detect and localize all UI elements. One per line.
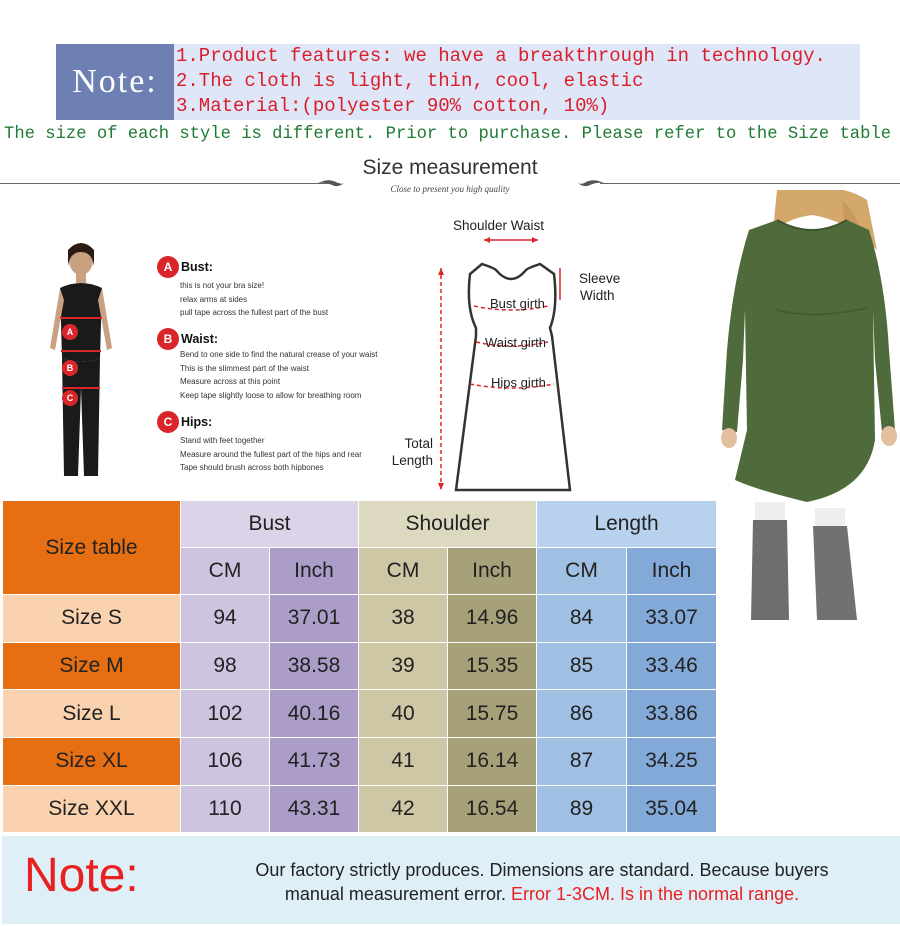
marker-c-on-model: C xyxy=(62,390,78,406)
unit-header: CM xyxy=(359,548,448,595)
sleeve-width-line: Width xyxy=(580,288,615,303)
marker-a: A xyxy=(157,256,179,278)
measurement-subtitle: Close to present you high quality xyxy=(390,184,510,194)
dress-photo xyxy=(717,190,900,620)
bust-title: Bust: xyxy=(181,260,213,274)
waist-instructions xyxy=(180,348,377,402)
bust-line: relax arms at sides xyxy=(180,294,248,304)
size-label: Size S xyxy=(3,595,181,643)
top-note-line-3: 3.Material:(polyester 90% cotton, 10%) xyxy=(176,95,610,117)
table-cell: 14.96 xyxy=(448,595,537,643)
top-note-label: Note: xyxy=(56,44,174,120)
bust-header: Bust xyxy=(181,501,359,548)
hips-instructions xyxy=(180,434,362,475)
waist-title: Waist: xyxy=(181,332,219,346)
size-table-corner: Size table xyxy=(3,501,181,595)
size-table xyxy=(2,500,717,833)
bottom-note-text xyxy=(207,858,877,906)
table-cell: 33.86 xyxy=(627,690,717,738)
sleeve-width-line: Sleeve xyxy=(579,271,621,286)
model-figure xyxy=(46,238,116,478)
top-note-lines xyxy=(174,44,860,120)
size-label: Size M xyxy=(3,642,181,690)
table-cell: 41 xyxy=(359,738,448,786)
marker-c: C xyxy=(157,411,179,433)
table-cell: 37.01 xyxy=(270,595,359,643)
table-cell: 110 xyxy=(181,785,270,833)
table-header-row xyxy=(3,501,717,548)
total-length-line: Total xyxy=(404,436,433,451)
size-label: Size L xyxy=(3,690,181,738)
table-cell: 15.35 xyxy=(448,642,537,690)
size-notice: The size of each style is different. Prior to purchase. Please refer to the Size table xyxy=(4,125,892,144)
total-length-line: Length xyxy=(391,453,433,468)
hips-girth-label: Hips girth xyxy=(491,375,546,390)
table-cell: 42 xyxy=(359,785,448,833)
hips-line: Stand with feet together xyxy=(180,436,265,445)
table-cell: 84 xyxy=(537,595,627,643)
unit-header: CM xyxy=(537,548,627,595)
table-cell: 87 xyxy=(537,738,627,786)
table-cell: 43.31 xyxy=(270,785,359,833)
table-cell: 16.14 xyxy=(448,738,537,786)
waist-line: This is the slimmest part of the waist xyxy=(180,363,309,373)
table-cell: 98 xyxy=(181,642,270,690)
unit-header: CM xyxy=(181,548,270,595)
hips-line: Tape should brush across both hipbones xyxy=(180,463,324,472)
bust-girth-label: Bust girth xyxy=(490,296,545,311)
table-row xyxy=(3,785,717,833)
table-row xyxy=(3,738,717,786)
waist-line: Keep tape slightly loose to allow for breathing room xyxy=(180,390,362,400)
bottom-note-line-2 xyxy=(207,882,877,906)
waist-line: Measure across at this point xyxy=(180,377,281,386)
bust-line: this is not your bra size! xyxy=(180,281,265,290)
unit-header: Inch xyxy=(627,548,717,595)
bottom-note-label: Note: xyxy=(24,849,139,902)
table-cell: 102 xyxy=(181,690,270,738)
waist-line: Bend to one side to find the natural crease of your waist xyxy=(180,350,378,359)
table-cell: 94 xyxy=(181,595,270,643)
table-cell: 85 xyxy=(537,642,627,690)
table-cell: 106 xyxy=(181,738,270,786)
error-range-text: Error 1-3CM. Is in the normal range. xyxy=(511,884,800,904)
hips-line: Measure around the fullest part of the hips and rear xyxy=(180,449,362,459)
table-cell: 16.54 xyxy=(448,785,537,833)
marker-b: B xyxy=(157,328,179,350)
marker-a-on-model: A xyxy=(62,324,78,340)
size-label: Size XXL xyxy=(3,785,181,833)
table-cell: 39 xyxy=(359,642,448,690)
bottom-note-line-2-text: manual measurement error. xyxy=(284,884,506,904)
total-length-label xyxy=(385,435,433,469)
table-cell: 86 xyxy=(537,690,627,738)
hips-title: Hips: xyxy=(181,415,213,429)
shoulder-waist-label: Shoulder Waist xyxy=(453,218,545,233)
table-cell: 34.25 xyxy=(627,738,717,786)
unit-header: Inch xyxy=(448,548,537,595)
bottom-note xyxy=(2,836,900,924)
table-row xyxy=(3,642,717,690)
length-header: Length xyxy=(537,501,717,548)
table-cell: 33.46 xyxy=(627,642,717,690)
sleeve-width-label xyxy=(579,270,620,304)
bottom-note-line-1: Our factory strictly produces. Dimensions are standard. Because buyers xyxy=(255,860,829,880)
table-cell: 41.73 xyxy=(270,738,359,786)
table-cell: 38 xyxy=(359,595,448,643)
measurement-guide xyxy=(2,198,690,498)
bust-line: pull tape across the fullest part of the bust xyxy=(180,308,329,317)
table-cell: 15.75 xyxy=(448,690,537,738)
size-label: Size XL xyxy=(3,738,181,786)
table-row xyxy=(3,690,717,738)
waist-girth-label: Waist girth xyxy=(485,335,546,350)
unit-header: Inch xyxy=(270,548,359,595)
top-note-line-2: 2.The cloth is light, thin, cool, elastic xyxy=(176,70,644,92)
table-cell: 40 xyxy=(359,690,448,738)
table-cell: 35.04 xyxy=(627,785,717,833)
marker-b-on-model: B xyxy=(62,360,78,376)
dress-diagram xyxy=(422,228,622,498)
table-cell: 40.16 xyxy=(270,690,359,738)
table-cell: 33.07 xyxy=(627,595,717,643)
measurement-title: Size measurement xyxy=(362,156,538,179)
shoulder-header: Shoulder xyxy=(359,501,537,548)
top-note xyxy=(56,44,860,120)
table-row xyxy=(3,595,717,643)
bust-instructions xyxy=(180,279,328,320)
top-note-line-1: 1.Product features: we have a breakthrough in technology. xyxy=(176,45,826,67)
table-cell: 38.58 xyxy=(270,642,359,690)
table-cell: 89 xyxy=(537,785,627,833)
